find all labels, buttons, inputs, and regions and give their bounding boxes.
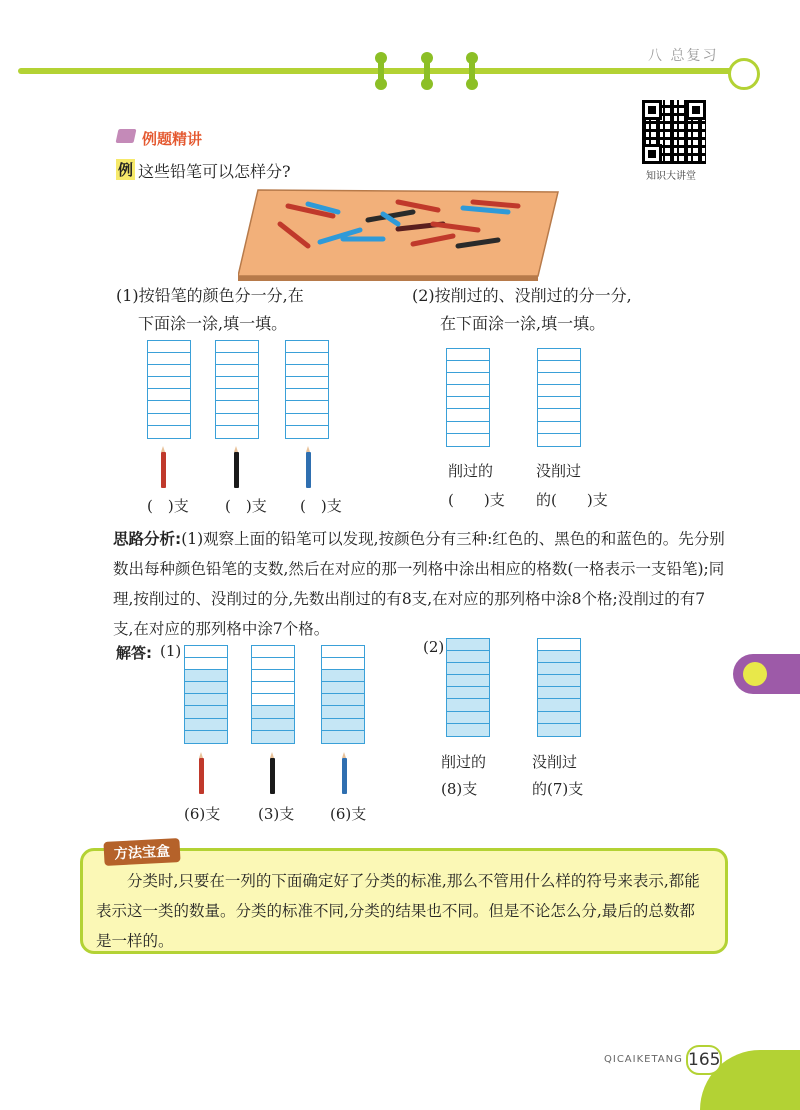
frog-icon [728, 58, 760, 90]
qr-caption: 知识大讲堂 [646, 171, 696, 182]
answer-grid-black [251, 645, 295, 744]
grid-cell [447, 675, 489, 687]
answer-label: 解答: [116, 644, 152, 662]
grid-cell [252, 658, 294, 670]
q2-blank-a[interactable]: ( )支 [448, 491, 505, 509]
q2-blank-b[interactable]: 的( )支 [536, 491, 608, 509]
frog-icon [743, 662, 767, 686]
qr-code[interactable] [642, 100, 706, 164]
q2-line1: (2)按削过的、没削过的分一分, [412, 286, 632, 305]
grid-cell [322, 719, 364, 731]
grid-cell [447, 712, 489, 724]
grid-cell [252, 706, 294, 718]
answer-grid-blue [321, 645, 365, 744]
answer-label-b1: 没削过 [532, 753, 578, 771]
answer-label-b2: 的(7)支 [532, 780, 584, 798]
grid-cell [447, 687, 489, 699]
analysis-text: (1)观察上面的铅笔可以发现,按颜色分有三种:红色的、黑色的和蓝色的。先分别数出每种颜色铅笔的支数,然后在对应的那一列格中涂出相应的格数(一格表示一支铅笔);同理,按削过的、没削过的分,先数出削过的有8支,在对应的那列格中涂8个格;没削过的有7支,在对应的那列格中涂7个格。 [113, 530, 725, 638]
empty-grid-black[interactable] [215, 340, 259, 439]
method-tag: 方法宝盒 [103, 838, 180, 866]
pencils-on-table-illustration [238, 184, 568, 284]
grid-cell [322, 658, 364, 670]
answer-grid-unsharpened [537, 638, 581, 737]
grid-cell [538, 663, 580, 675]
grid-cell [447, 639, 489, 651]
grid-cell [322, 646, 364, 658]
grid-cell [447, 699, 489, 711]
grid-cell [185, 682, 227, 694]
answer-count: (3)支 [258, 805, 295, 823]
grid-cell [538, 675, 580, 687]
grid-cell [252, 670, 294, 682]
grid-cell [538, 724, 580, 736]
q1-line2: 下面涂一涂,填一填。 [138, 314, 288, 333]
black-pencil-icon [234, 452, 239, 488]
page-number: 165 [686, 1045, 722, 1075]
empty-grid-blue[interactable] [285, 340, 329, 439]
grid-cell [252, 646, 294, 658]
q2-label-a1: 削过的 [448, 462, 494, 480]
binder-ring [378, 56, 384, 86]
grid-cell [185, 670, 227, 682]
grid-cell [252, 731, 294, 743]
empty-grid-red[interactable] [147, 340, 191, 439]
grid-cell [185, 706, 227, 718]
qr-corner [642, 144, 662, 164]
grid-cell [185, 646, 227, 658]
book-icon [116, 129, 137, 143]
answer-grid-sharpened [446, 638, 490, 737]
q2-line2: 在下面涂一涂,填一填。 [440, 314, 606, 333]
grid-cell [322, 682, 364, 694]
black-pencil-icon [270, 758, 275, 794]
red-pencil-icon [199, 758, 204, 794]
example-tag: 例 [118, 161, 134, 179]
grid-cell [538, 651, 580, 663]
answer-label-a1: 削过的 [441, 753, 487, 771]
answer-grid-red [184, 645, 228, 744]
q2-label-b1: 没削过 [536, 462, 582, 480]
analysis-paragraph [113, 524, 725, 644]
grid-cell [185, 719, 227, 731]
grid-cell [185, 731, 227, 743]
grid-cell [252, 719, 294, 731]
q1-blank[interactable]: ( )支 [147, 497, 189, 515]
grid-cell [252, 694, 294, 706]
grid-cell [447, 724, 489, 736]
red-pencil-icon [161, 452, 166, 488]
grid-cell [185, 694, 227, 706]
empty-grid-sharpened[interactable] [446, 348, 490, 447]
blue-pencil-icon [306, 452, 311, 488]
q1-blank[interactable]: ( )支 [225, 497, 267, 515]
binder-ring [424, 56, 430, 86]
binder-ring [469, 56, 475, 86]
qr-corner [686, 100, 706, 120]
answer-part2: (2) [423, 638, 445, 656]
q1-line1: (1)按铅笔的颜色分一分,在 [116, 286, 304, 305]
grid-cell [322, 670, 364, 682]
grid-cell [447, 651, 489, 663]
brand-text: QICAIKETANG [604, 1054, 683, 1065]
grid-cell [322, 694, 364, 706]
section-title: 例题精讲 [142, 130, 203, 148]
grid-cell [447, 663, 489, 675]
grid-cell [322, 706, 364, 718]
header-rule [18, 68, 733, 74]
grid-cell [538, 687, 580, 699]
method-text [96, 866, 708, 956]
answer-part1: (1) [160, 642, 182, 660]
grid-cell [322, 731, 364, 743]
grid-cell [538, 639, 580, 651]
grid-cell [538, 699, 580, 711]
empty-grid-unsharpened[interactable] [537, 348, 581, 447]
method-paragraph: 分类时,只要在一列的下面确定好了分类的标准,那么不管用什么样的符号来表示,都能表示这一类的数量。分类的标准不同,分类的结果也不同。但是不论怎么分,最后的总数都是一样的。 [96, 872, 700, 950]
qr-corner [642, 100, 662, 120]
grid-cell [538, 712, 580, 724]
chapter-title: 八 总复习 [648, 48, 719, 64]
grid-cell [185, 658, 227, 670]
answer-count: (6)支 [330, 805, 367, 823]
answer-label-a2: (8)支 [441, 780, 478, 798]
analysis-label: 思路分析: [113, 530, 182, 548]
grid-cell [252, 682, 294, 694]
q1-blank[interactable]: ( )支 [300, 497, 342, 515]
answer-count: (6)支 [184, 805, 221, 823]
blue-pencil-icon [342, 758, 347, 794]
example-question: 这些铅笔可以怎样分? [138, 162, 291, 181]
side-tab-frog [733, 654, 800, 694]
